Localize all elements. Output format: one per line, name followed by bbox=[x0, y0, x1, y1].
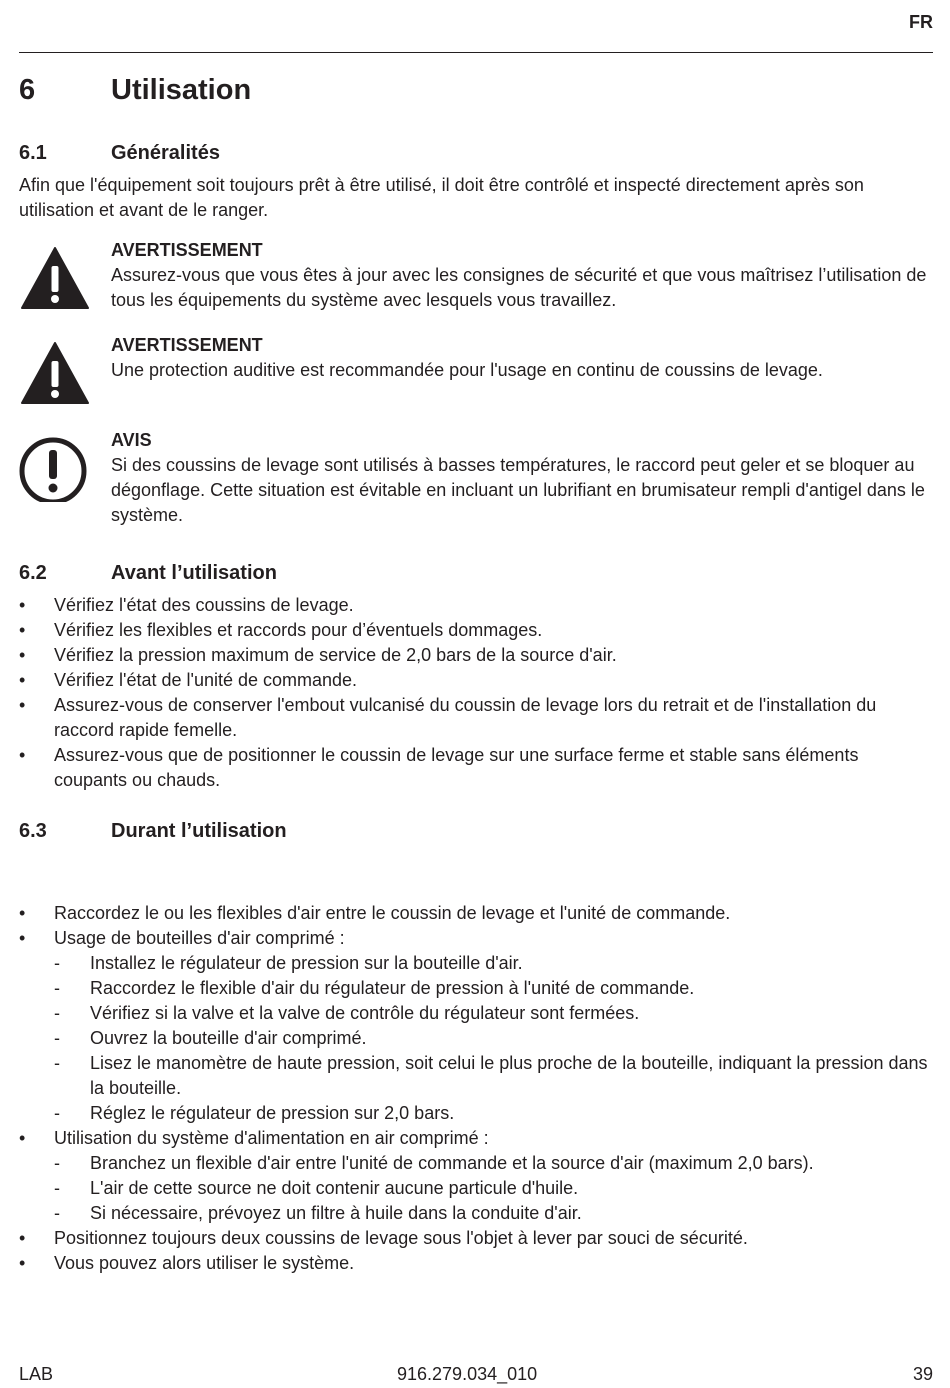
list-item-text: Vérifiez les flexibles et raccords pour d’éventuels dommages. bbox=[54, 620, 543, 640]
dash: - bbox=[54, 1153, 60, 1173]
section-heading-6-1 bbox=[19, 142, 220, 165]
sub-list-item bbox=[54, 1051, 931, 1101]
chapter-number: 6 bbox=[19, 74, 36, 106]
bullet: • bbox=[19, 645, 26, 665]
sub-list bbox=[54, 1151, 931, 1226]
sub-item-text: Installez le régulateur de pression sur la bouteille d'air. bbox=[90, 953, 523, 973]
list-item-text: Usage de bouteilles d'air comprimé : bbox=[54, 928, 345, 948]
list-item bbox=[19, 926, 931, 1126]
section-title: Durant l’utilisation bbox=[111, 820, 287, 842]
section-number: 6.1 bbox=[19, 142, 47, 164]
section-number: 6.3 bbox=[19, 820, 47, 842]
footer-product-code: LAB bbox=[19, 1364, 54, 1384]
dash: - bbox=[54, 1178, 60, 1198]
bullet: • bbox=[19, 1128, 26, 1148]
sub-list-item bbox=[54, 1201, 931, 1226]
bullet: • bbox=[19, 595, 26, 615]
language-code: FR bbox=[909, 12, 933, 32]
list-item bbox=[19, 618, 931, 643]
list-item bbox=[19, 1251, 931, 1276]
dash: - bbox=[54, 1028, 60, 1048]
list-item bbox=[19, 693, 931, 743]
sub-list-item bbox=[54, 1001, 931, 1026]
dash: - bbox=[54, 978, 60, 998]
section-heading-6-3 bbox=[19, 820, 287, 843]
list-item bbox=[19, 1226, 931, 1251]
notice-text: Une protection auditive est recommandée pour l'usage en continu de coussins de levage. bbox=[111, 360, 823, 380]
notice-title: AVIS bbox=[111, 430, 152, 450]
sub-item-text: Ouvrez la bouteille d'air comprimé. bbox=[90, 1028, 367, 1048]
list-item bbox=[19, 1126, 931, 1226]
notice-text: Assurez-vous que vous êtes à jour avec les consignes de sécurité et que vous maîtrisez l’utilisation de tous les équipements du système avec lesquels vous travaillez. bbox=[111, 265, 927, 310]
warning-notice bbox=[19, 238, 931, 313]
list-item-text: Vérifiez la pression maximum de service de 2,0 bars de la source d'air. bbox=[54, 645, 617, 665]
section-number: 6.2 bbox=[19, 562, 47, 584]
notice-text: Si des coussins de levage sont utilisés à basses températures, le raccord peut geler et se bloquer au dégonflage. Cette situation est évitable en incluant un lubrifiant en brumisateur rempli d'antigel dans le système. bbox=[111, 455, 925, 525]
bullet: • bbox=[19, 670, 26, 690]
dash: - bbox=[54, 1103, 60, 1123]
list-item-text: Utilisation du système d'alimentation en air comprimé : bbox=[54, 1128, 489, 1148]
list-item-text: Vous pouvez alors utiliser le système. bbox=[54, 1253, 355, 1273]
dash: - bbox=[54, 1003, 60, 1023]
bullet: • bbox=[19, 1228, 26, 1248]
sub-item-text: L'air de cette source ne doit contenir aucune particule d'huile. bbox=[90, 1178, 579, 1198]
section-title: Généralités bbox=[111, 142, 220, 164]
bullet: • bbox=[19, 1253, 26, 1273]
bullet: • bbox=[19, 745, 26, 765]
checklist-before-use bbox=[19, 593, 931, 793]
bullet: • bbox=[19, 695, 26, 715]
caution-notice bbox=[19, 428, 931, 528]
sub-item-text: Raccordez le flexible d'air du régulateur de pression à l'unité de commande. bbox=[90, 978, 695, 998]
chapter-title: Utilisation bbox=[111, 74, 252, 106]
list-item bbox=[19, 901, 931, 926]
list-item-text: Assurez-vous que de positionner le coussin de levage sur une surface ferme et stable sans éléments coupants ou chauds. bbox=[54, 745, 859, 790]
warning-triangle-icon bbox=[19, 337, 91, 409]
footer-document-number: 916.279.034_010 bbox=[397, 1364, 538, 1384]
sub-list-item bbox=[54, 1176, 931, 1201]
list-item-text: Vérifiez l'état des coussins de levage. bbox=[54, 595, 354, 615]
bullet: • bbox=[19, 620, 26, 640]
dash: - bbox=[54, 1053, 60, 1073]
bullet: • bbox=[19, 928, 26, 948]
list-item-text: Assurez-vous de conserver l'embout vulcanisé du coussin de levage lors du retrait et de l'installation du raccord rapide femelle. bbox=[54, 695, 877, 740]
sub-item-text: Si nécessaire, prévoyez un filtre à huile dans la conduite d'air. bbox=[90, 1203, 582, 1223]
sub-list-item bbox=[54, 951, 931, 976]
chapter-heading bbox=[19, 74, 251, 107]
sub-list-item bbox=[54, 976, 931, 1001]
list-item-text: Raccordez le ou les flexibles d'air entre le coussin de levage et l'unité de commande. bbox=[54, 903, 731, 923]
sub-list bbox=[54, 951, 931, 1126]
sub-list-item bbox=[54, 1101, 931, 1126]
section-title: Avant l’utilisation bbox=[111, 562, 277, 584]
list-item bbox=[19, 593, 931, 618]
notice-title: AVERTISSEMENT bbox=[111, 335, 263, 355]
dash: - bbox=[54, 953, 60, 973]
warning-notice bbox=[19, 333, 931, 383]
list-item-text: Positionnez toujours deux coussins de levage sous l'objet à lever par souci de sécurité. bbox=[54, 1228, 748, 1248]
intro-paragraph: Afin que l'équipement soit toujours prêt à être utilisé, il doit être contrôlé et inspecté directement après son utilisation et avant de le ranger. bbox=[19, 175, 864, 220]
procedure-during-use bbox=[19, 901, 931, 1276]
sub-item-text: Réglez le régulateur de pression sur 2,0 bars. bbox=[90, 1103, 455, 1123]
warning-triangle-icon bbox=[19, 242, 91, 314]
sub-list-item bbox=[54, 1026, 931, 1051]
notice-exclamation-circle-icon bbox=[19, 430, 91, 502]
sub-item-text: Branchez un flexible d'air entre l'unité de commande et la source d'air (maximum 2,0 bars). bbox=[90, 1153, 814, 1173]
list-item bbox=[19, 743, 931, 793]
sub-list-item bbox=[54, 1151, 931, 1176]
bullet: • bbox=[19, 903, 26, 923]
dash: - bbox=[54, 1203, 60, 1223]
list-item bbox=[19, 668, 931, 693]
sub-item-text: Lisez le manomètre de haute pression, soit celui le plus proche de la bouteille, indiquant la pression dans la bouteille. bbox=[90, 1053, 928, 1098]
header-rule bbox=[19, 52, 933, 53]
sub-item-text: Vérifiez si la valve et la valve de contrôle du régulateur sont fermées. bbox=[90, 1003, 640, 1023]
page-number: 39 bbox=[912, 1364, 933, 1384]
list-item-text: Vérifiez l'état de l'unité de commande. bbox=[54, 670, 358, 690]
section-heading-6-2 bbox=[19, 562, 277, 585]
list-item bbox=[19, 643, 931, 668]
notice-title: AVERTISSEMENT bbox=[111, 240, 263, 260]
